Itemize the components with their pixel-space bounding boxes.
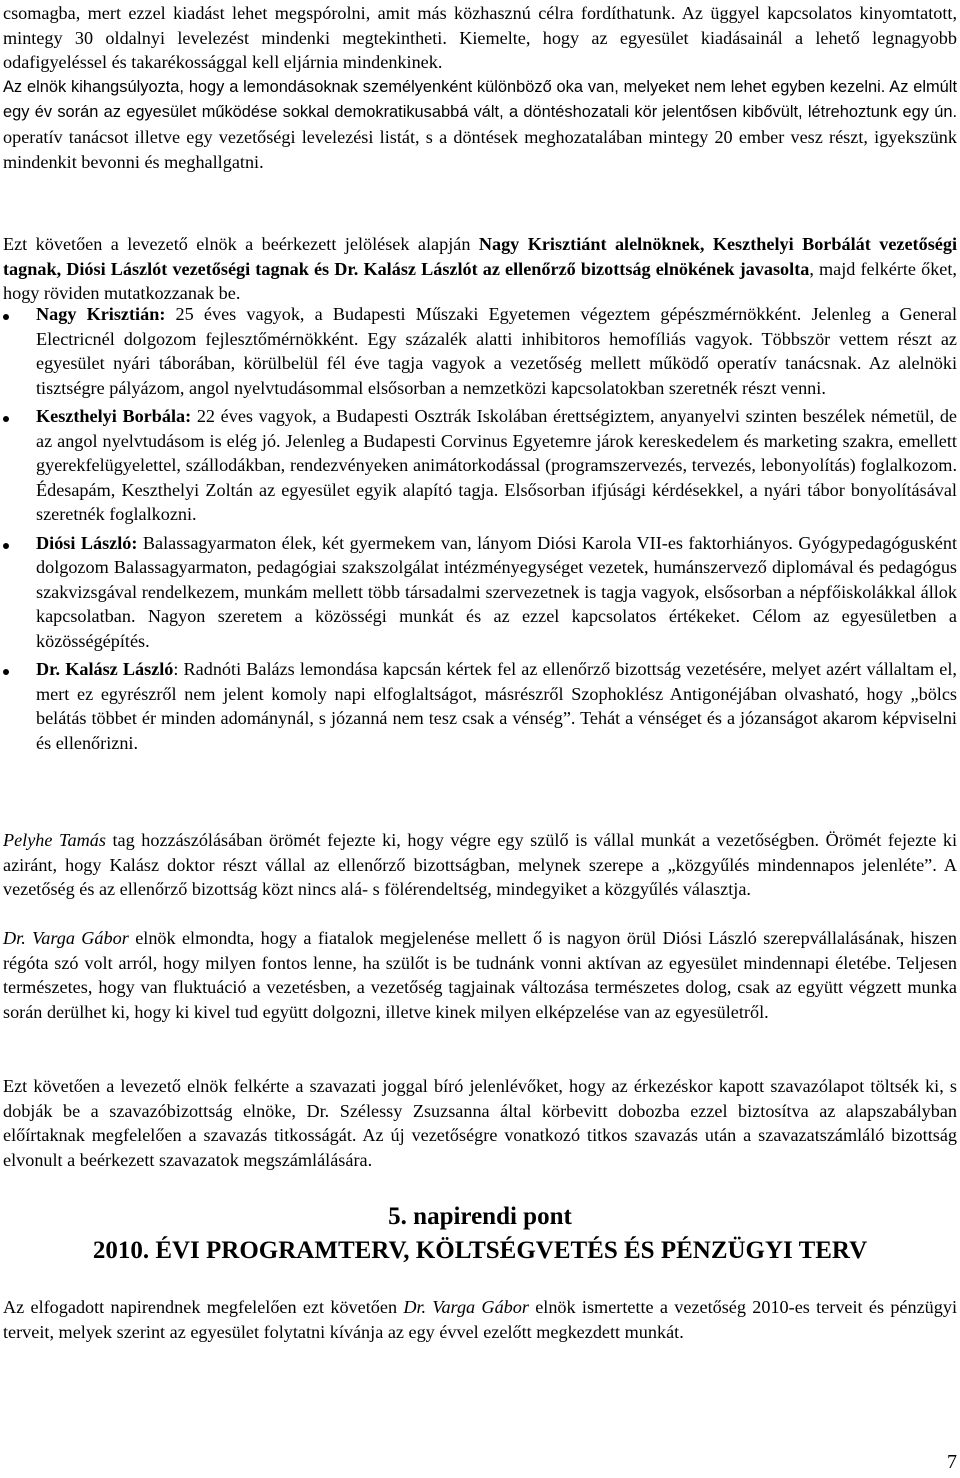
list-item: Dr. Kalász László: Radnóti Balázs lemondása kapcsán kértek fel az ellenőrző bizottság vezetésére, melyet azért vállaltam el, mert ez egyrészről nem jelent komoly napi elfoglaltságot, másrészről Szophoklész Antigonéjában olvasható, hogy „bölcs belátás többet ér minden adománynál, s józanná nem tesz csak a vénség”. Tehát a vénséget és a józanságot akarom képviselni és ellenőrizni. (0, 657, 957, 755)
list-item: Nagy Krisztián: 25 éves vagyok, a Budapesti Műszaki Egyetemen végeztem gépészmérnökként. Jelenleg a General Electricnél dolgozom fejlesztőmérnökként. Egy százalék alatti inhibitoros hemofíliás vagyok. Többször vettem részt az egyesület nyári táborában, körülbelül fél éve tagja vagyok a vezetőség mellett működő operatív tanácsnak. Az alelnöki tisztségre pályázom, angol nyelvtudásommal elsősorban a nemzetközi kapcsolatokban szeretnék részt venni. (0, 302, 957, 400)
bullet-icon (3, 669, 9, 675)
section-number: 5. napirendi pont (388, 1203, 572, 1230)
bullet-icon (3, 543, 9, 549)
list-item: Diósi László: Balassagyarmaton élek, két gyermekem van, lányom Diósi Karola VII-es faktorhiányos. Gyógypedagógusként dolgozom Balassagyarmaton, pedagógiai szakszolgálat intézményegységet vezetek, humánszervező diplomával és pedagógus szakvizsgával rendelkezem, munkám mellett több társadalmi szervezetnek is tagja vagyok, elsősorban a népfőiskolákkal állok kapcsolatban. Nagyon szeretem a közösségi munkát és az ezzel kapcsolatos értékeket. Célom az egyesületben a közösségépítés. (0, 531, 957, 654)
list-item: Keszthelyi Borbála: 22 éves vagyok, a Budapesti Osztrák Iskolában érettségiztem, anyanyelvi szinten beszélek németül, de az angol nyelvtudásom is elég jó. Jelenleg a Budapesti Corvinus Egyetemre járok kereskedelem és marketing szakra, emellett gyerekfelügyelettel, szállodákban, rendezvényeken animátorkodással (programszervezés, tervezés, lebonyolítás) foglalkozom. Édesapám, Keszthelyi Zoltán az egyesület egyik alapító tagja. Elsősorban ifjúsági kérdésekkel, a nyári tábor bonyolításával szeretnék foglalkozni. (0, 404, 957, 527)
nominees: Nagy Krisztiánt alelnöknek, Keszthelyi Borbálát vezetőségi tagnak, Diósi Lászlót vezetőségi tagnak és Dr. Kalász Lászlót az ellenőrző bizottság elnökének javasolta (3, 234, 957, 279)
discussion-paragraph-1: Pelyhe Tamás tag hozzászólásában örömét fejezte ki, hogy végre egy szülő is vállal munkát a vezetőségben. Örömét fejezte ki aziránt, hogy Kalász doktor részt vállal az ellenőrző bizottságban, melynek szerepe a „közgyűlés mindennapos jelenléte”. A vezetőség és az ellenőrző bizottság közt nincs alá- s fölérendeltség, mindegyiket a közgyűlés választja. (3, 830, 957, 899)
discussion-paragraph-2: Dr. Varga Gábor elnök elmondta, hogy a fiatalok megjelenése mellett ő is nagyon örül Diósi László szerepvállalásának, hiszen régóta szó volt arról, hogy milyen fontos lenne, ha szülőt is be tudnánk vonni aktívan az egyesület mindennapi életébe. Teljesen természetes, hogy van fluktuáció a vezetésben, a vezetőség tagjainak változása természetes dolog, csak az együtt végzett munka során derülhet ki, hogy ki kivel tud együtt dolgozni, illetve kinek milyen elképzelése van az egyesületről. (3, 928, 957, 1022)
intro-text-a: csomagba, mert ezzel kiadást lehet megspórolni, amit más közhasznú célra fordíthatunk. Az üggyel kapcsolatos kinyomtatott, mintegy 30 oldalnyi levelezést mindenki megtekintheti. Kiemelte, hogy az egyesület kiadásainál a lehető legnagyobb odafigyeléssel és takarékossággal kell eljárnia mindenkinek. (3, 3, 957, 72)
voting-paragraph: Ezt követően a levezető elnök felkérte a szavazati joggal bíró jelenlévőket, hogy az érkezéskor kapott szavazólapot töltsék ki, s dobják be a szavazóbizottság elnöke, Dr. Szélessy Zsuzsanna által körbevitt dobozba ezzel biztosítva az alapszabályban előírtaknak megfelelően a szavazás titkosságát. Az új vezetőségre vonatkozó titkos szavazás után a szavazatszámláló bizottság elvonult a beérkezett szavazatok megszámlálására. (3, 1076, 957, 1170)
bullet-icon (3, 314, 9, 320)
page-number: 7 (947, 1451, 957, 1473)
closing-paragraph: Az elfogadott napirendnek megfelelően ezt követően Dr. Varga Gábor elnök ismertette a vezetőség 2010-es terveit és pénzügyi terveit, melyek szerint az egyesület folytatni kívánja az egy évvel ezelőtt megkezdett munkát. (3, 1297, 957, 1342)
bullet-icon (3, 416, 9, 422)
candidate-list (0, 302, 957, 759)
intro-text-b: Az elnök kihangsúlyozta, hogy a lemondásoknak személyenként különböző oka van, melyeket nem lehet egyben kezelni. Az elmúlt egy év során az egyesület működése sokkal demokratikusabbá vált, a döntéshozatali kör jelentősen kibővült, létrehoztunk egy ún. operatív tanácsot illetve egy vezetőségi levelezési listát, s a döntések meghozatalában mintegy 20 ember vesz részt, igyekszünk mindenkit bevonni és meghallgatni. (3, 77, 957, 172)
intro-paragraph (3, 1, 957, 176)
section-title: 2010. ÉVI PROGRAMTERV, KÖLTSÉGVETÉS ÉS PÉNZÜGYI TERV (92, 1237, 868, 1264)
nomination-paragraph: Ezt követően a levezető elnök a beérkezett jelölések alapján Nagy Krisztiánt alelnöknek, Keszthelyi Borbálát vezetőségi tagnak, Diósi Lászlót vezetőségi tagnak és Dr. Kalász Lászlót az ellenőrző bizottság elnökének javasolta, majd felkérte őket, hogy röviden mutatkozzanak be. (3, 234, 957, 303)
